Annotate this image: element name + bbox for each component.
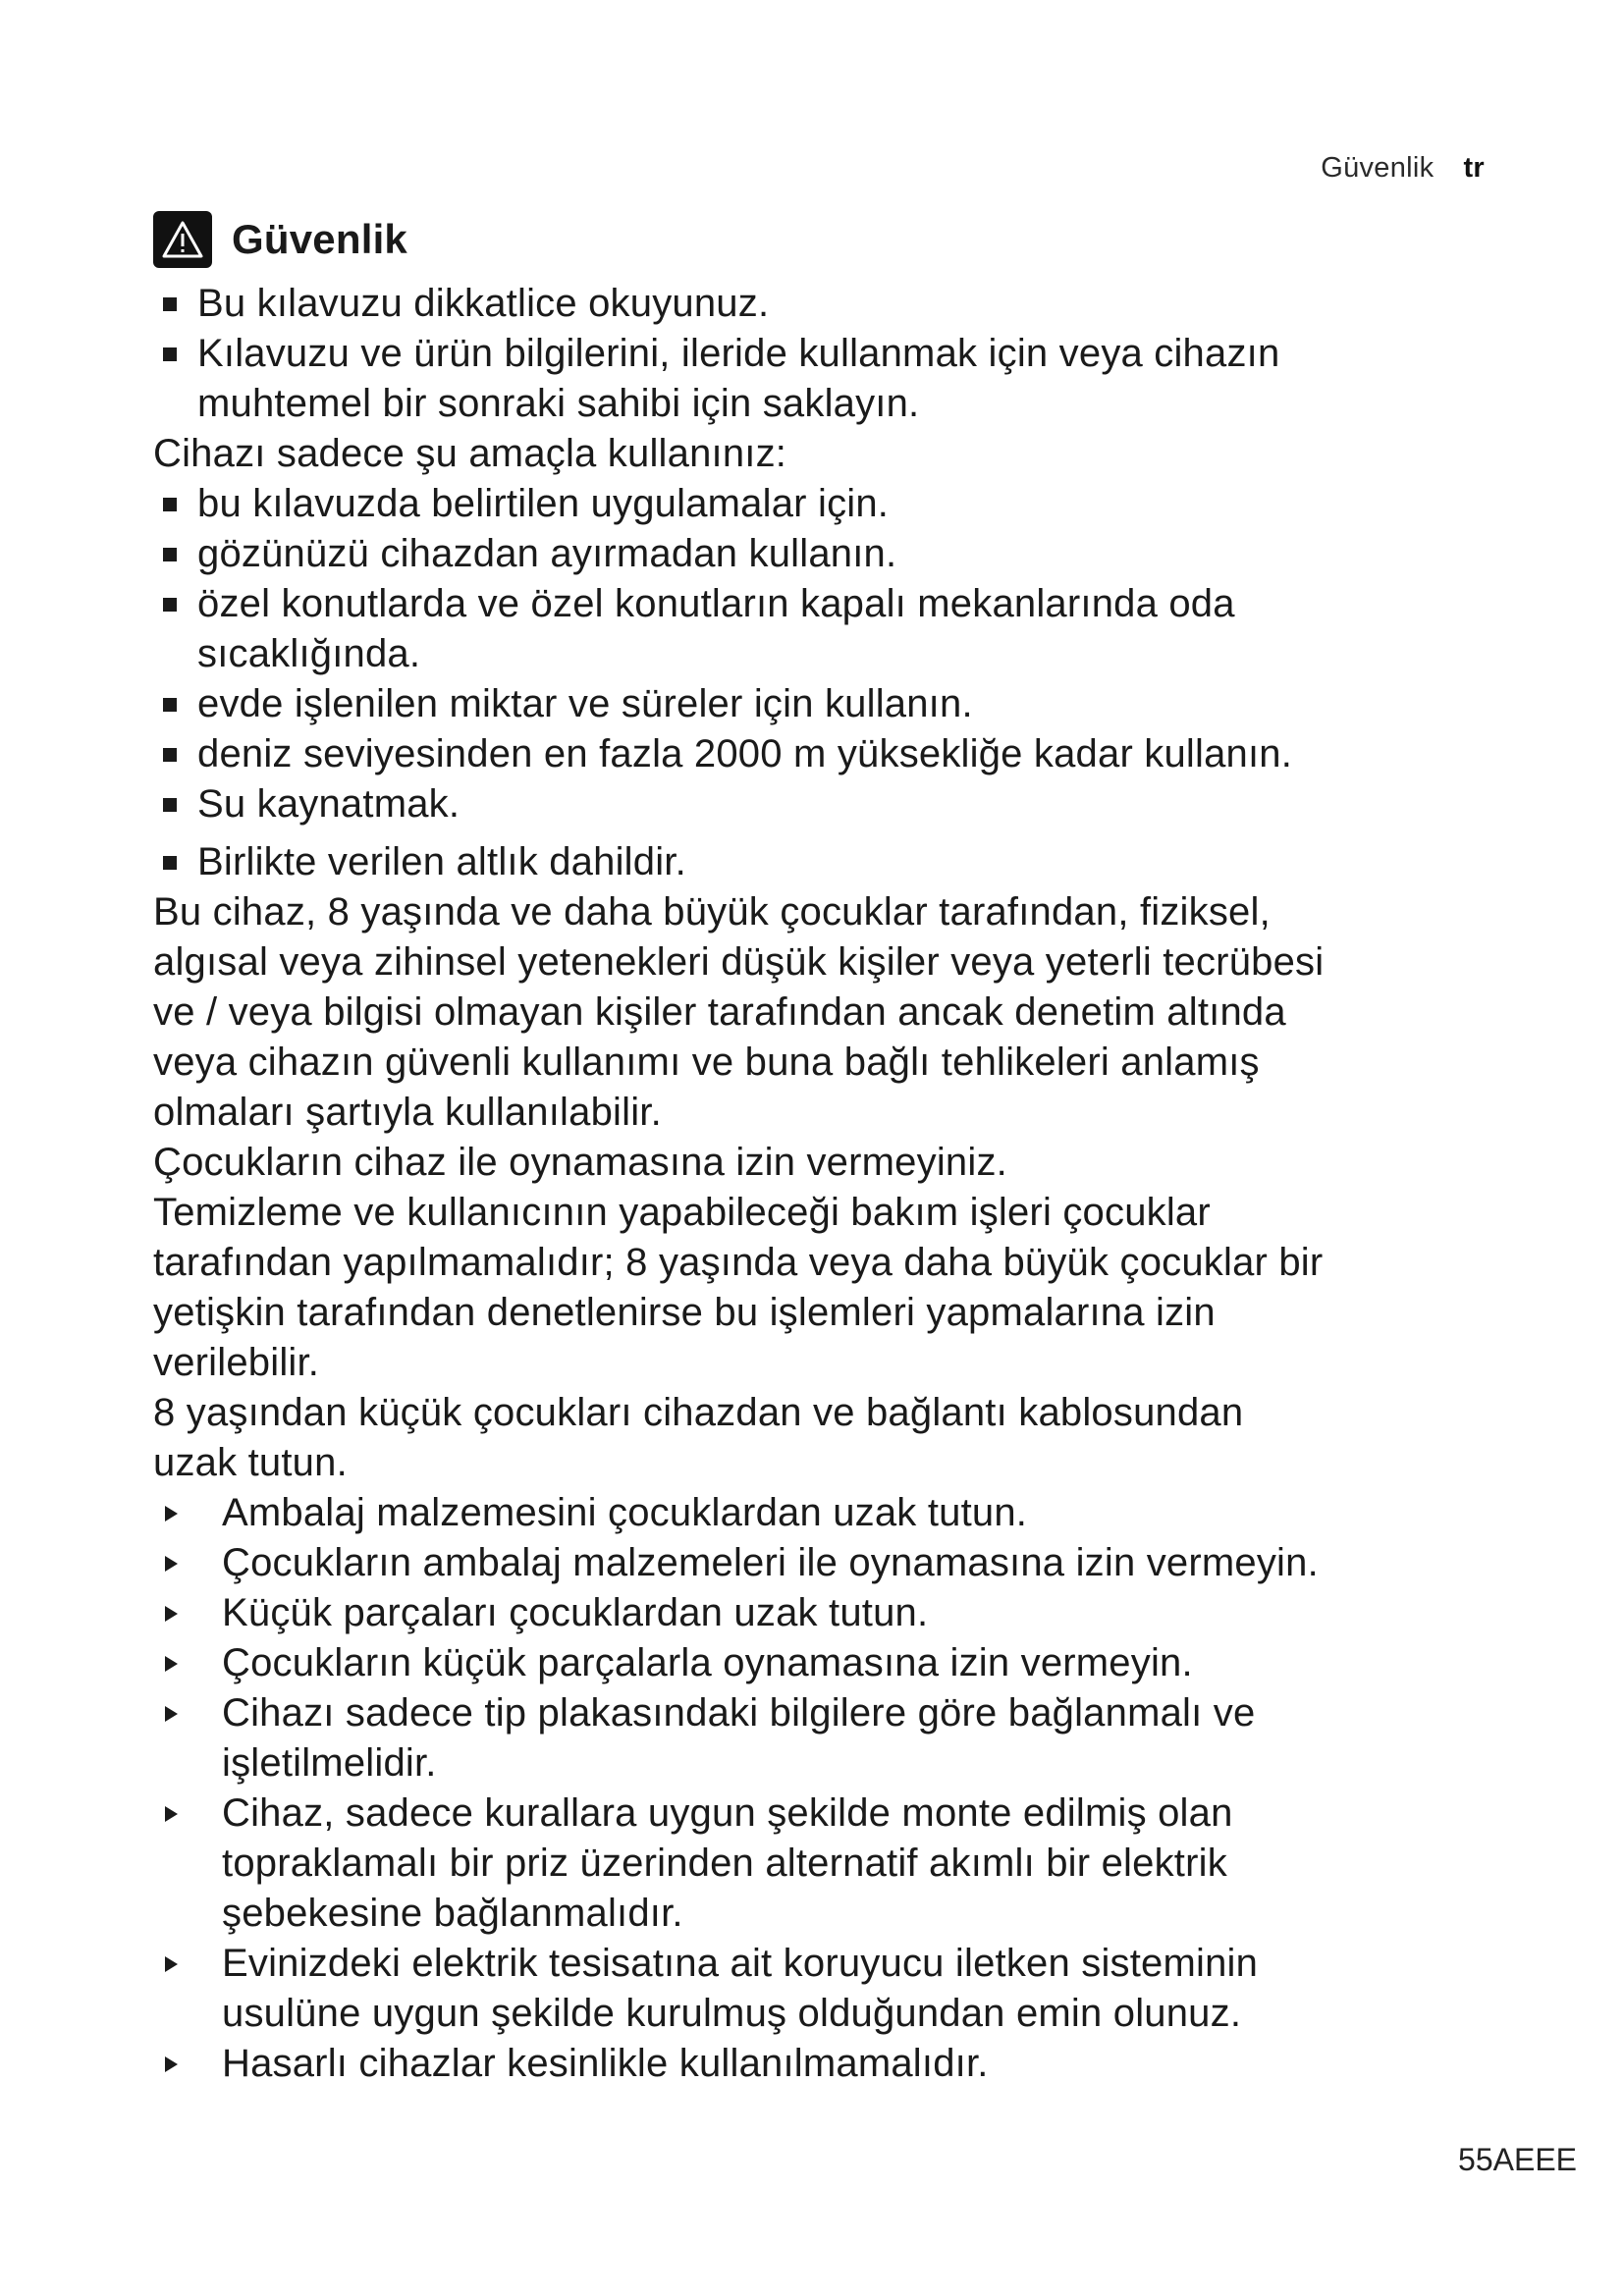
list-item-text: Su kaynatmak. — [197, 782, 460, 826]
square-bullet — [163, 529, 177, 579]
square-bullet — [163, 279, 177, 329]
square-bullet — [163, 329, 177, 379]
list-item-text: bu kılavuzda belirtilen uygulamalar için. — [197, 482, 890, 525]
list-item — [153, 479, 1498, 529]
triangle-bullet — [163, 1488, 177, 1538]
action-item — [153, 1488, 1498, 1538]
action-item-text: Çocukların küçük parçalarla oynamasına izin vermeyin. — [222, 1641, 1193, 1684]
square-bullet — [163, 679, 177, 729]
list-item-text: özel konutlarda ve özel konutların kapalı mekanlarında oda sıcaklığında. — [197, 582, 1235, 675]
list-item — [153, 779, 1498, 829]
square-bullet — [163, 479, 177, 529]
list-item-text: evde işlenilen miktar ve süreler için kullanın. — [197, 682, 973, 725]
section-title-row — [153, 208, 1498, 271]
list-item — [153, 729, 1498, 779]
list-item — [153, 579, 1498, 679]
usage-heading: Cihazı sadece şu amaçla kullanınız: — [153, 432, 787, 475]
action-item — [153, 1638, 1498, 1688]
action-item-text: Çocukların ambalaj malzemeleri ile oynamasına izin vermeyin. — [222, 1541, 1319, 1584]
list-item-text: Kılavuzu ve ürün bilgilerini, ileride kullanmak için veya cihazın muhtemel bir sonraki sahibi için saklayın. — [197, 332, 1280, 425]
list-item-text: Birlikte verilen altlık dahildir. — [197, 840, 686, 883]
triangle-bullet — [163, 1789, 177, 1839]
triangle-bullet — [163, 2039, 177, 2089]
page-code: 55AEEE — [1458, 2142, 1577, 2177]
action-item-text: Küçük parçaları çocuklardan uzak tutun. — [222, 1591, 929, 1634]
safety-section — [153, 208, 1498, 2089]
list-item — [153, 279, 1498, 329]
action-item — [153, 1939, 1498, 2039]
action-item — [153, 1688, 1498, 1789]
action-item — [153, 1588, 1498, 1638]
triangle-bullet — [163, 1939, 177, 1989]
paragraph: Bu cihaz, 8 yaşında ve daha büyük çocuklar tarafından, fiziksel, algısal veya zihinsel yetenekleri düşük kişiler veya yeterli tecrübesi ve / veya bilgisi olmayan kişiler tarafından ancak denetim altında veya cihazın güvenli kullanımı ve buna bağlı tehlikeleri anlamış olmaları şartıyla kullanılabilir. — [153, 890, 1325, 1134]
action-item-text: Cihazı sadece tip plakasındaki bilgilere göre bağlanmalı ve işletilmelidir. — [222, 1691, 1256, 1785]
action-item-text: Cihaz, sadece kurallara uygun şekilde monte edilmiş olan topraklamalı bir priz üzerinden alternatif akımlı bir elektrik şebekesine bağlanmalıdır. — [222, 1791, 1233, 1935]
square-bullet — [163, 779, 177, 829]
list-item-text: Bu kılavuzu dikkatlice okuyunuz. — [197, 282, 770, 325]
triangle-bullet — [163, 1688, 177, 1738]
list-item — [153, 679, 1498, 729]
section-title: Güvenlik — [232, 216, 407, 262]
square-bullet — [163, 729, 177, 779]
action-item-text: Ambalaj malzemesini çocuklardan uzak tutun. — [222, 1491, 1028, 1534]
list-item-text: gözünüzü cihazdan ayırmadan kullanın. — [197, 532, 897, 575]
action-item — [153, 2039, 1498, 2089]
paragraph: Temizleme ve kullanıcının yapabileceği bakım işleri çocuklar tarafından yapılmamalıdır; 8 yaşında veya daha büyük çocuklar bir yetişkin tarafından denetlenirse bu işlemleri yapmalarına izin verilebilir. — [153, 1191, 1324, 1384]
list-item — [153, 529, 1498, 579]
running-header — [1321, 152, 1485, 185]
square-bullet — [163, 837, 177, 887]
paragraph: Çocukların cihaz ile oynamasına izin vermeyiniz. — [153, 1141, 1007, 1184]
list-item-text: deniz seviyesinden en fazla 2000 m yüksekliğe kadar kullanın. — [197, 732, 1293, 775]
triangle-bullet — [163, 1638, 177, 1688]
paragraph: 8 yaşından küçük çocukları cihazdan ve bağlantı kablosundan uzak tutun. — [153, 1391, 1244, 1484]
triangle-bullet — [163, 1538, 177, 1588]
header-language: tr — [1463, 152, 1485, 184]
action-item — [153, 1789, 1498, 1939]
list-item — [153, 837, 1498, 887]
triangle-bullet — [163, 1588, 177, 1638]
action-item-text: Evinizdeki elektrik tesisatına ait koruyucu iletken sisteminin usulüne uygun şekilde kurulmuş olduğundan emin olunuz. — [222, 1942, 1259, 2035]
header-section: Güvenlik — [1321, 152, 1435, 184]
square-bullet — [163, 579, 177, 629]
warning-triangle-icon — [153, 211, 212, 268]
action-item — [153, 1538, 1498, 1588]
list-item — [153, 329, 1498, 429]
action-item-text: Hasarlı cihazlar kesinlikle kullanılmamalıdır. — [222, 2042, 989, 2085]
